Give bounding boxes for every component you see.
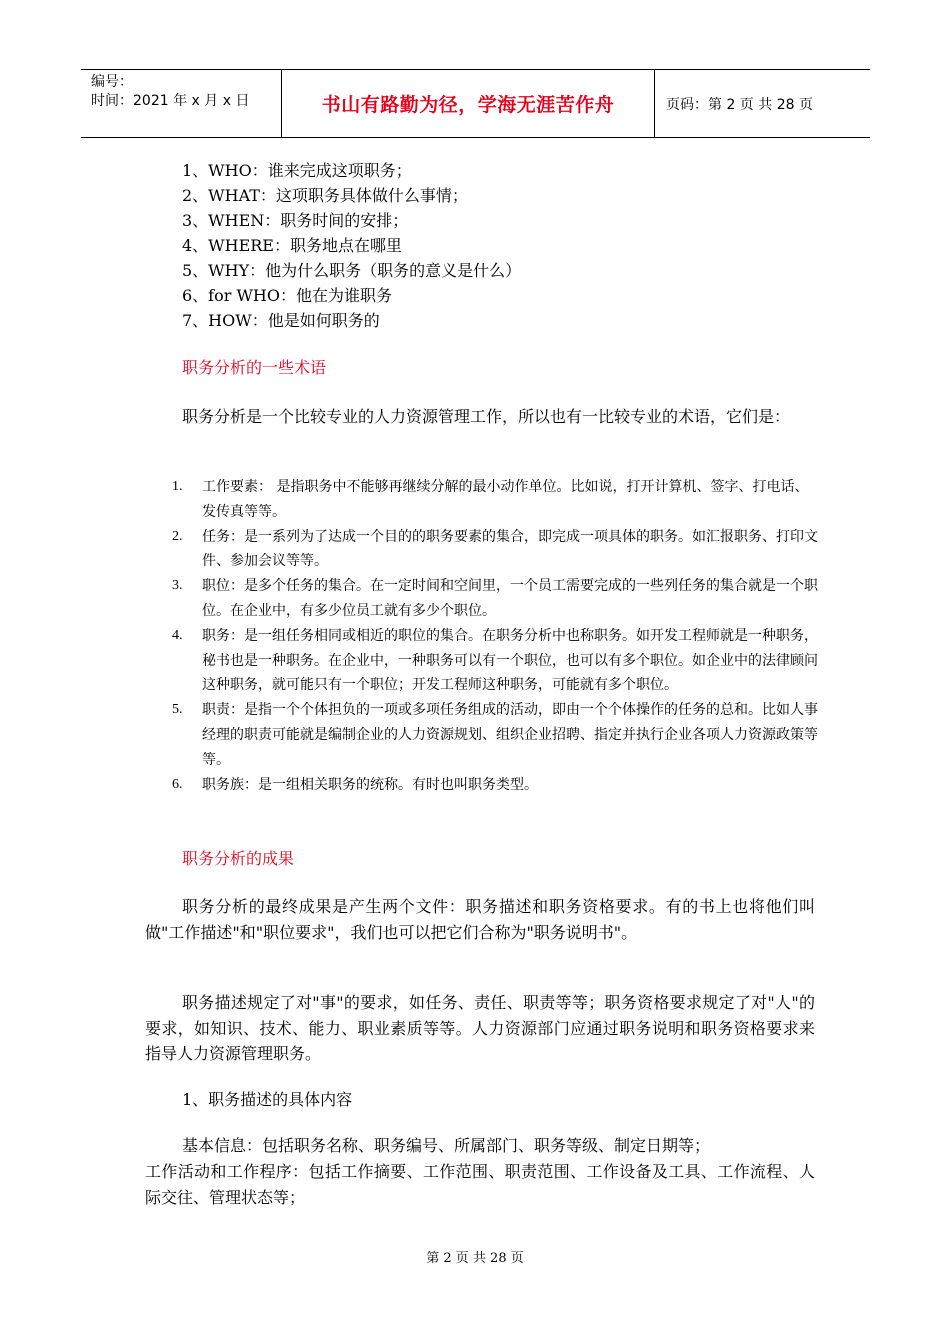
paragraph: 职务分析的最终成果是产生两个文件：职务描述和职务资格要求。有的书上也将他们叫做"工作描述"和"职位要求"，我们也可以把它们合称为"职务说明书"。 bbox=[145, 897, 815, 942]
header-number: 编号： bbox=[91, 74, 133, 90]
list-item: 4. 职务：是一组任务相同或相近的职位的集合。在职务分析中也称职务。如开发工程师就是一种职务，秘书也是一种职务。在企业中，一种职务可以有一个职位，也可以有多个职位。如企业中的法律顾问这种职务，就可能只有一个职位；开发工程师这种职务，可能就有多个职位。 bbox=[172, 627, 818, 694]
section-intro: 职务分析是一个比较专业的人力资源管理工作，所以也有一比较专业的术语，它们是： bbox=[182, 407, 791, 426]
section-heading: 职务分析的成果 bbox=[182, 849, 295, 868]
list-item: 1. 工作要素： 是指职务中不能够再继续分解的最小动作单位。比如说，打开计算机、签字、打电话、发传真等等。 bbox=[172, 479, 809, 520]
list-item: 6. 职务族：是一组相关职务的统称。有时也叫职务类型。 bbox=[172, 776, 538, 793]
w-list-item: 2、WHAT：这项职务具体做什么事情； bbox=[182, 186, 468, 205]
w-list-item: 7、HOW：他是如何职务的 bbox=[182, 311, 380, 330]
header-meta bbox=[91, 73, 249, 111]
w-list-item: 1、WHO：谁来完成这项职务； bbox=[182, 161, 412, 180]
page-footer: 第 2 页 共 28 页 bbox=[426, 1251, 524, 1266]
w-list-item: 6、for WHO：他在为谁职务 bbox=[182, 286, 392, 305]
w-list-item: 4、WHERE：职务地点在哪里 bbox=[182, 236, 402, 255]
w-list-item: 5、WHY：他为什么职务（职务的意义是什么） bbox=[182, 261, 522, 280]
section-heading: 职务分析的一些术语 bbox=[182, 358, 327, 377]
header-motto: 书山有路勤为径，学海无涯苦作舟 bbox=[321, 94, 615, 116]
terms-list bbox=[172, 475, 822, 797]
list-item: 3. 职位：是多个任务的集合。在一定时间和空间里，一个员工需要完成的一些列任务的集合就是一个职位。在企业中，有多少位员工就有多少个职位。 bbox=[172, 578, 818, 619]
sub-heading: 1、职务描述的具体内容 bbox=[182, 1090, 353, 1109]
page-header bbox=[81, 69, 870, 138]
list-item: 2. 任务：是一系列为了达成一个目的的职务要素的集合，即完成一项具体的职务。如汇报职务、打印文件、参加会议等等。 bbox=[172, 528, 818, 570]
w-list-item: 3、WHEN：职务时间的安排； bbox=[182, 211, 409, 230]
list-item: 5. 职责：是指一个个体担负的一项或多项任务组成的活动，即由一个个体操作的任务的总和。比如人事经理的职责可能就是编制企业的人力资源规划、组织企业招聘、指定并执行企业各项人力资源政策等等。 bbox=[172, 702, 818, 768]
header-page-number: 页码：第 2 页 共 28 页 bbox=[666, 96, 813, 113]
header-time: 时间：2021 年 x 月 x 日 bbox=[91, 93, 250, 109]
header-divider bbox=[654, 70, 655, 137]
paragraph: 职务描述规定了对"事"的要求，如任务、责任、职责等等；职务资格要求规定了对"人"的要求，如知识、技术、能力、职业素质等等。人力资源部门应通过职务说明和职务资格要求来指导人力资源管理职务。 bbox=[145, 993, 815, 1063]
paragraph: 基本信息：包括职务名称、职务编号、所属部门、职务等级、制定日期等； bbox=[182, 1136, 711, 1155]
paragraph: 工作活动和工作程序：包括工作摘要、工作范围、职责范围、工作设备及工具、工作流程、人际交往、管理状态等； bbox=[145, 1162, 815, 1207]
